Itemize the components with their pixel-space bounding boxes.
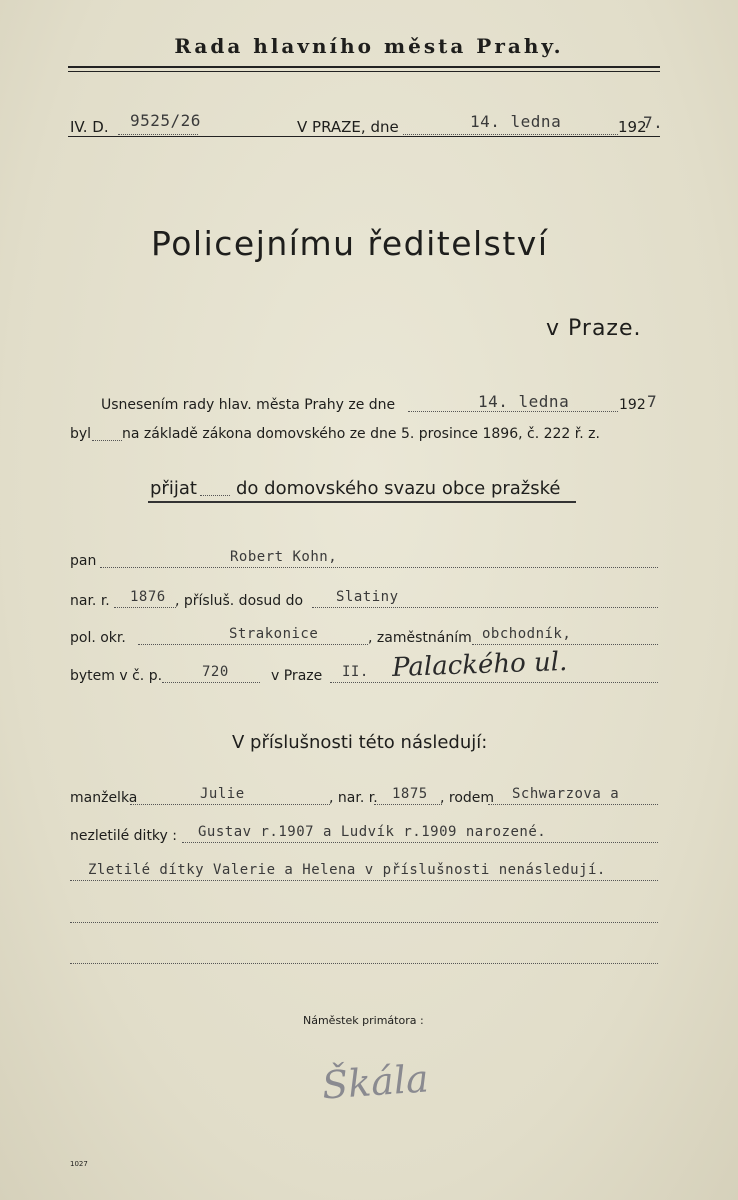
birth-label: nar. r. [70, 593, 110, 609]
belong-place: Slatiny [336, 589, 399, 605]
person-name: Robert Kohn, [230, 549, 338, 565]
house-no: 720 [202, 664, 229, 680]
belong-place-field [312, 607, 658, 608]
addressee-city: v Praze. [546, 316, 642, 341]
wife-name: Julie [200, 786, 245, 802]
resolution-line2-text: na základě zákona domovského ze dne 5. prosince 1896, č. 222 ř. z. [122, 426, 600, 442]
ref-year-print: 192 [618, 118, 647, 136]
ref-date: 14. ledna [470, 112, 562, 131]
occupation-label: , zaměstnáním [368, 630, 472, 646]
blank-line-1 [70, 922, 658, 923]
place-label: V PRAZE, dne [297, 118, 399, 136]
council-header: Rada hlavního města Prahy. [174, 34, 564, 58]
district-no: II. [342, 664, 369, 680]
resolution-year-print: 192 [619, 397, 646, 413]
ref-number-field [118, 134, 198, 135]
district-field [138, 644, 368, 645]
wife-birth-label: , nar. r. [329, 790, 378, 806]
resolution-line1-label: Usnesením rady hlav. města Prahy ze dne [101, 397, 396, 413]
ref-rule [68, 136, 660, 137]
wife-origin-label: , rodem [440, 790, 495, 806]
house-no-field [162, 682, 260, 683]
resolution-date-field [408, 411, 618, 412]
accepted-word: přijat [150, 478, 197, 499]
resolution-line2-start: byl [70, 426, 92, 442]
occupation-field [472, 644, 658, 645]
name-field [100, 567, 658, 568]
resolution-byl-field [92, 440, 122, 441]
addressee-title: Policejnímu ředitelství [151, 224, 549, 263]
wife-birth-year: 1875 [392, 786, 428, 802]
wife-origin-field [488, 804, 658, 805]
header-rule-bottom [68, 71, 660, 72]
accepted-rest: do domovského svazu obce pražské [236, 478, 561, 499]
adult-children: Zletilé dítky Valerie a Helena v příslušnosti nenásledují. [88, 862, 606, 878]
accepted-field [200, 495, 230, 496]
resolution-year-hand: 7 [647, 392, 658, 411]
occupation: obchodník, [482, 626, 572, 642]
wife-birth-field [374, 804, 442, 805]
wife-origin: Schwarzova a [512, 786, 620, 802]
praha-label: v Praze [271, 668, 323, 684]
ref-prefix: IV. D. [70, 118, 109, 136]
birth-year: 1876 [130, 589, 166, 605]
children-field [182, 842, 658, 843]
date-field [403, 134, 618, 135]
wife-label: manželka [70, 790, 138, 806]
header-rule-top [68, 66, 660, 68]
children: Gustav r.1907 a Ludvík r.1909 narozené. [198, 824, 547, 840]
pan-label: pan [70, 553, 97, 569]
resolution-date: 14. ledna [478, 392, 570, 411]
street-field [330, 682, 658, 683]
followers-heading: V příslušnosti této následují: [232, 732, 488, 753]
adult-children-field [70, 880, 658, 881]
blank-line-2 [70, 963, 658, 964]
district-label: pol. okr. [70, 630, 126, 646]
district: Strakonice [229, 626, 319, 642]
ref-number: 9525/26 [130, 111, 201, 130]
wife-name-field [130, 804, 330, 805]
belong-label: , přísluš. dosud do [175, 593, 304, 609]
signature-label: Náměstek primátora : [303, 1014, 424, 1027]
residence-label: bytem v č. p. [70, 668, 163, 684]
accepted-underline [148, 501, 576, 503]
children-label: nezletilé ditky : [70, 828, 177, 844]
print-code: 1027 [70, 1160, 88, 1168]
ref-year-hand: 7. [643, 113, 664, 132]
birth-year-field [114, 607, 176, 608]
signature-handwriting: Škála [320, 1056, 430, 1108]
street-hand: Palackého ul. [391, 646, 568, 684]
